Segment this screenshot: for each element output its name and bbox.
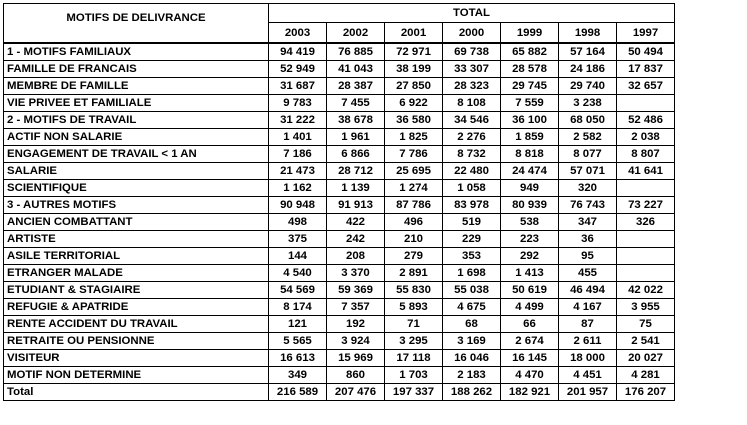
value-cell: 8 174 (269, 299, 327, 316)
table-row (4, 350, 675, 367)
value-cell: 4 675 (443, 299, 501, 316)
row-label: REFUGIE & APATRIDE (4, 299, 269, 316)
value-cell: 7 559 (501, 95, 559, 112)
value-cell: 347 (559, 214, 617, 231)
value-cell: 292 (501, 248, 559, 265)
value-cell: 3 370 (327, 265, 385, 282)
value-cell: 2 183 (443, 367, 501, 384)
table-row (4, 61, 675, 78)
table-row (4, 299, 675, 316)
value-cell: 223 (501, 231, 559, 248)
value-cell: 87 (559, 316, 617, 333)
row-label: ETUDIANT & STAGIAIRE (4, 282, 269, 299)
value-cell: 73 227 (617, 197, 675, 214)
year-header: 1997 (617, 23, 675, 43)
table-row (4, 248, 675, 265)
value-cell: 65 882 (501, 43, 559, 61)
value-cell (617, 180, 675, 197)
value-cell: 91 913 (327, 197, 385, 214)
year-header: 2001 (385, 23, 443, 43)
value-cell: 6 922 (385, 95, 443, 112)
row-header: MOTIFS DE DELIVRANCE (4, 4, 269, 44)
value-cell: 24 474 (501, 163, 559, 180)
value-cell: 68 (443, 316, 501, 333)
value-cell: 1 162 (269, 180, 327, 197)
table-row (4, 384, 675, 401)
table-row (4, 214, 675, 231)
value-cell: 4 499 (501, 299, 559, 316)
value-cell: 9 783 (269, 95, 327, 112)
row-label: ANCIEN COMBATTANT (4, 214, 269, 231)
value-cell: 80 939 (501, 197, 559, 214)
value-cell: 176 207 (617, 384, 675, 401)
table-body (4, 43, 675, 401)
value-cell: 75 (617, 316, 675, 333)
value-cell: 3 238 (559, 95, 617, 112)
value-cell: 24 186 (559, 61, 617, 78)
value-cell: 28 387 (327, 78, 385, 95)
value-cell (617, 265, 675, 282)
value-cell: 1 401 (269, 129, 327, 146)
value-cell: 498 (269, 214, 327, 231)
year-header: 2002 (327, 23, 385, 43)
value-cell: 2 038 (617, 129, 675, 146)
value-cell: 8 077 (559, 146, 617, 163)
table-row (4, 146, 675, 163)
value-cell: 2 611 (559, 333, 617, 350)
table-row (4, 112, 675, 129)
value-cell: 22 480 (443, 163, 501, 180)
value-cell: 349 (269, 367, 327, 384)
row-label: Total (4, 384, 269, 401)
value-cell: 32 657 (617, 78, 675, 95)
value-cell: 2 891 (385, 265, 443, 282)
value-cell: 4 167 (559, 299, 617, 316)
value-cell: 1 413 (501, 265, 559, 282)
value-cell: 16 046 (443, 350, 501, 367)
table-row (4, 333, 675, 350)
value-cell: 21 473 (269, 163, 327, 180)
value-cell: 2 541 (617, 333, 675, 350)
value-cell: 17 118 (385, 350, 443, 367)
value-cell: 197 337 (385, 384, 443, 401)
value-cell: 496 (385, 214, 443, 231)
value-cell: 188 262 (443, 384, 501, 401)
value-cell: 15 969 (327, 350, 385, 367)
value-cell: 38 199 (385, 61, 443, 78)
value-cell: 36 (559, 231, 617, 248)
value-cell: 3 295 (385, 333, 443, 350)
row-label: SALARIE (4, 163, 269, 180)
header-row-group (4, 4, 675, 23)
year-header: 1998 (559, 23, 617, 43)
value-cell: 8 807 (617, 146, 675, 163)
value-cell: 29 745 (501, 78, 559, 95)
value-cell: 17 837 (617, 61, 675, 78)
row-label: MOTIF NON DETERMINE (4, 367, 269, 384)
value-cell: 1 274 (385, 180, 443, 197)
table-row (4, 231, 675, 248)
value-cell: 7 455 (327, 95, 385, 112)
value-cell: 1 139 (327, 180, 385, 197)
value-cell: 28 578 (501, 61, 559, 78)
row-label: FAMILLE DE FRANCAIS (4, 61, 269, 78)
value-cell: 207 476 (327, 384, 385, 401)
value-cell: 3 924 (327, 333, 385, 350)
value-cell: 87 786 (385, 197, 443, 214)
value-cell: 25 695 (385, 163, 443, 180)
year-header: 2003 (269, 23, 327, 43)
value-cell: 55 038 (443, 282, 501, 299)
value-cell: 46 494 (559, 282, 617, 299)
value-cell: 121 (269, 316, 327, 333)
value-cell: 76 885 (327, 43, 385, 61)
value-cell: 16 145 (501, 350, 559, 367)
value-cell: 28 323 (443, 78, 501, 95)
row-label: 1 - MOTIFS FAMILIAUX (4, 43, 269, 61)
value-cell: 52 486 (617, 112, 675, 129)
value-cell: 68 050 (559, 112, 617, 129)
value-cell: 949 (501, 180, 559, 197)
value-cell: 201 957 (559, 384, 617, 401)
value-cell: 320 (559, 180, 617, 197)
table-row (4, 180, 675, 197)
value-cell: 57 071 (559, 163, 617, 180)
row-label: ETRANGER MALADE (4, 265, 269, 282)
value-cell: 7 357 (327, 299, 385, 316)
value-cell: 83 978 (443, 197, 501, 214)
value-cell: 42 022 (617, 282, 675, 299)
value-cell (617, 95, 675, 112)
value-cell: 7 186 (269, 146, 327, 163)
value-cell: 18 000 (559, 350, 617, 367)
value-cell: 192 (327, 316, 385, 333)
row-label: 3 - AUTRES MOTIFS (4, 197, 269, 214)
value-cell: 1 703 (385, 367, 443, 384)
table-row (4, 197, 675, 214)
value-cell: 1 961 (327, 129, 385, 146)
row-label: VIE PRIVEE ET FAMILIALE (4, 95, 269, 112)
value-cell: 3 169 (443, 333, 501, 350)
residence-permits-table (3, 3, 675, 401)
value-cell: 50 494 (617, 43, 675, 61)
value-cell: 3 955 (617, 299, 675, 316)
table-row (4, 367, 675, 384)
value-cell: 2 276 (443, 129, 501, 146)
row-label: MEMBRE DE FAMILLE (4, 78, 269, 95)
value-cell: 55 830 (385, 282, 443, 299)
value-cell: 90 948 (269, 197, 327, 214)
value-cell: 76 743 (559, 197, 617, 214)
table-row (4, 129, 675, 146)
year-header: 1999 (501, 23, 559, 43)
table-row (4, 95, 675, 112)
value-cell: 71 (385, 316, 443, 333)
value-cell: 6 866 (327, 146, 385, 163)
row-label: RETRAITE OU PENSIONNE (4, 333, 269, 350)
value-cell: 1 825 (385, 129, 443, 146)
value-cell: 216 589 (269, 384, 327, 401)
statistics-table-container (3, 3, 675, 401)
row-label: RENTE ACCIDENT DU TRAVAIL (4, 316, 269, 333)
table-row (4, 78, 675, 95)
value-cell: 210 (385, 231, 443, 248)
value-cell: 422 (327, 214, 385, 231)
year-header: 2000 (443, 23, 501, 43)
value-cell: 375 (269, 231, 327, 248)
value-cell: 16 613 (269, 350, 327, 367)
value-cell: 2 582 (559, 129, 617, 146)
value-cell: 27 850 (385, 78, 443, 95)
value-cell: 229 (443, 231, 501, 248)
value-cell: 57 164 (559, 43, 617, 61)
group-header: TOTAL (269, 4, 675, 23)
value-cell: 38 678 (327, 112, 385, 129)
value-cell: 31 222 (269, 112, 327, 129)
value-cell: 95 (559, 248, 617, 265)
value-cell: 538 (501, 214, 559, 231)
value-cell: 860 (327, 367, 385, 384)
value-cell: 36 580 (385, 112, 443, 129)
value-cell: 29 740 (559, 78, 617, 95)
row-label: ACTIF NON SALARIE (4, 129, 269, 146)
value-cell: 59 369 (327, 282, 385, 299)
value-cell: 4 470 (501, 367, 559, 384)
value-cell: 242 (327, 231, 385, 248)
value-cell: 5 565 (269, 333, 327, 350)
value-cell: 20 027 (617, 350, 675, 367)
value-cell: 34 546 (443, 112, 501, 129)
table-row (4, 265, 675, 282)
value-cell: 4 540 (269, 265, 327, 282)
value-cell: 1 698 (443, 265, 501, 282)
value-cell: 33 307 (443, 61, 501, 78)
value-cell: 52 949 (269, 61, 327, 78)
value-cell (617, 248, 675, 265)
value-cell: 182 921 (501, 384, 559, 401)
table-row (4, 316, 675, 333)
value-cell: 54 569 (269, 282, 327, 299)
value-cell: 1 058 (443, 180, 501, 197)
value-cell: 2 674 (501, 333, 559, 350)
row-label: SCIENTIFIQUE (4, 180, 269, 197)
value-cell: 41 043 (327, 61, 385, 78)
value-cell (617, 231, 675, 248)
table-row (4, 163, 675, 180)
value-cell: 279 (385, 248, 443, 265)
value-cell: 4 281 (617, 367, 675, 384)
value-cell: 36 100 (501, 112, 559, 129)
value-cell: 5 893 (385, 299, 443, 316)
value-cell: 28 712 (327, 163, 385, 180)
row-label: ENGAGEMENT DE TRAVAIL < 1 AN (4, 146, 269, 163)
value-cell: 8 732 (443, 146, 501, 163)
value-cell: 519 (443, 214, 501, 231)
value-cell: 8 818 (501, 146, 559, 163)
value-cell: 72 971 (385, 43, 443, 61)
value-cell: 208 (327, 248, 385, 265)
value-cell: 144 (269, 248, 327, 265)
table-row (4, 282, 675, 299)
table-row (4, 43, 675, 61)
value-cell: 69 738 (443, 43, 501, 61)
row-label: VISITEUR (4, 350, 269, 367)
value-cell: 94 419 (269, 43, 327, 61)
value-cell: 455 (559, 265, 617, 282)
value-cell: 66 (501, 316, 559, 333)
value-cell: 41 641 (617, 163, 675, 180)
value-cell: 4 451 (559, 367, 617, 384)
value-cell: 8 108 (443, 95, 501, 112)
value-cell: 50 619 (501, 282, 559, 299)
value-cell: 31 687 (269, 78, 327, 95)
value-cell: 1 859 (501, 129, 559, 146)
value-cell: 353 (443, 248, 501, 265)
value-cell: 7 786 (385, 146, 443, 163)
row-label: ASILE TERRITORIAL (4, 248, 269, 265)
row-label: ARTISTE (4, 231, 269, 248)
value-cell: 326 (617, 214, 675, 231)
row-label: 2 - MOTIFS DE TRAVAIL (4, 112, 269, 129)
